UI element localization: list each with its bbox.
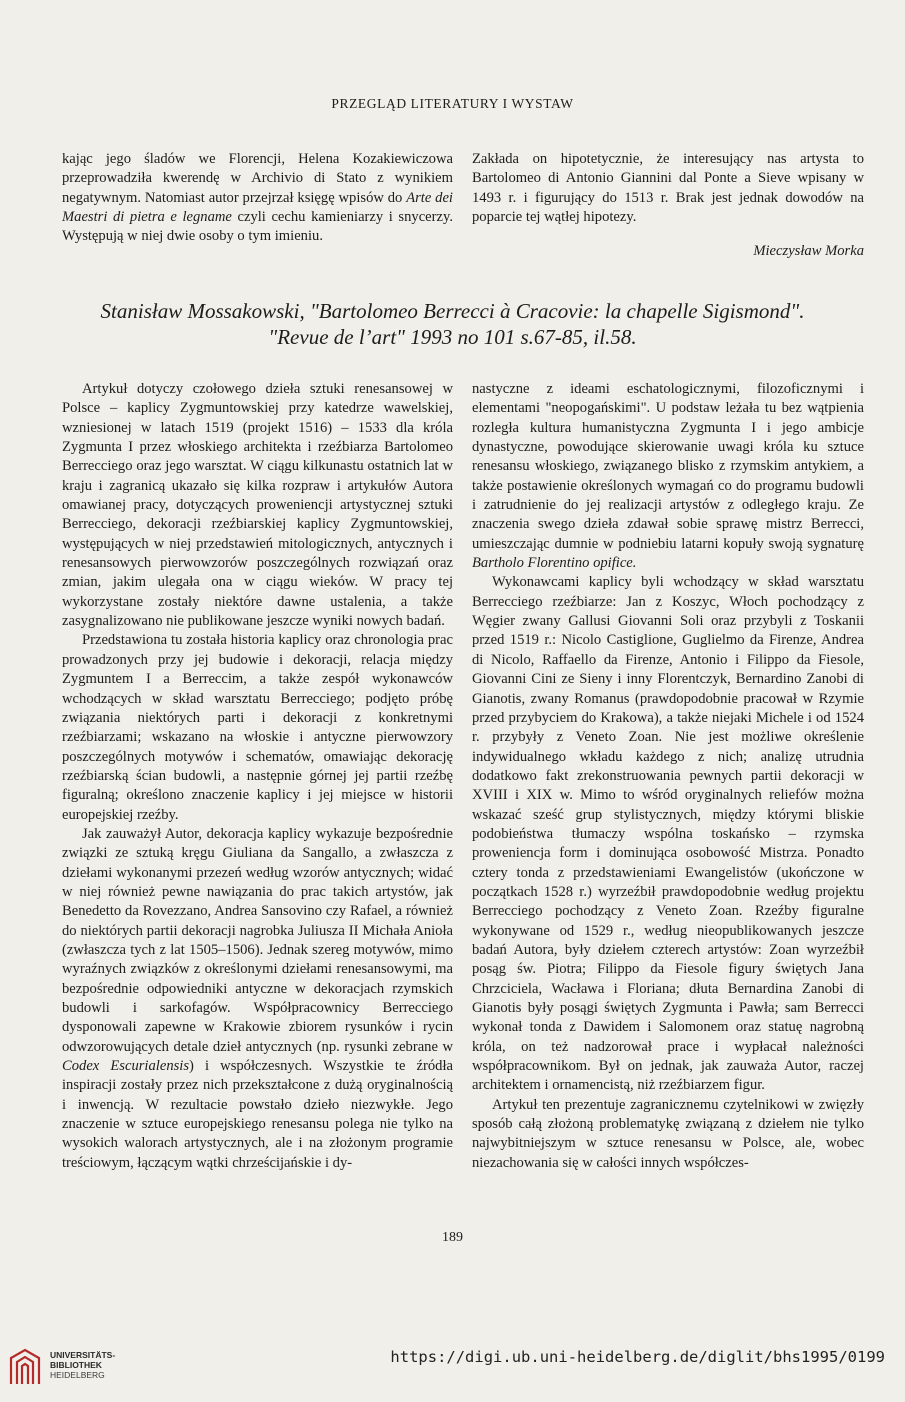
review-left-column xyxy=(62,380,453,1173)
review-right-column xyxy=(472,380,864,1173)
footer-bar xyxy=(0,1330,905,1402)
source-url-link[interactable]: https://digi.ub.uni-heidelberg.de/diglit/bhs1995/0199 xyxy=(390,1348,885,1366)
previous-review-right-paragraph: Zakłada on hipotetycznie, że interesujący nas artysta to Bartolomeo di Antonio Giannini dal Ponte a Sieve wpisany w 1493 r. i figurujący do 1513 r. Brak jest jednak dowodów na poparcie tej wątłej hipotezy. xyxy=(472,151,864,226)
italic-term: Codex Escurialensis xyxy=(62,1058,190,1075)
review-title-line-1: Stanisław Mossakowski, "Bartolomeo Berrecci à Cracovie: la chapelle Sigismond". xyxy=(100,299,805,323)
university-seal-icon xyxy=(8,1348,42,1386)
review-paragraph: nastyczne z ideami eschatologicznymi, filozoficznymi i elementami "neopogańskimi". U podstaw leżała tu bez wątpienia rozległa kultura humanistyczna Zygmunta I i jego ambicje dynastyczne, powodujące skierowanie uwagi króla ku sztuce renesansu włoskiego, związanego blisko z rzymskim antykiem, a także postawienie określonych wymagań co do programu budowli i zatrudnienie do jej realizacji artystów z odległego kraju. Ze znaczenia swego dzieła zdawał sobie sprawę mistrz Berrecci, umieszczając dumnie w podniebiu latarni kopuły swoją sygnaturę Bartholo Florentino opifice. xyxy=(472,381,864,572)
running-header: PRZEGLĄD LITERATURY I WYSTAW xyxy=(331,96,574,111)
review-paragraph: Wykonawcami kaplicy byli wchodzący w skład warsztatu Berrecciego rzeźbiarze: Jan z Koszyc, Włoch pochodzący z Węgier zwany Gallusi Giovanni Soli oraz przybyli z Toskanii przed 1519 r.: Nicolo Castiglione, Guglielmo da Firenze, Andrea di Nicolo, Raffaello da Firenze, Antonio i Filippo da Fiesole, Giovanni Cini ze Sieny i inny Florentczyk, Bernardino Zanobi di Gianotis, zwany Romanus (prawdopodobnie pracował w Rzymie przed przybyciem do Krakowa), a także niejaki Michele i od 1524 r. przybyły z Veneto Zoan. Nie jest możliwe określenie indywidualnego wkładu każdego z nich; analizę utrudnia dodatkowo fakt zrekonstruowania pewnych partii dekoracji w XVIII i XIX w. Mimo to wśród oryginalnych reliefów można wskazać sześć grup stylistycznych, między którymi bliskie podobieństwa tłumaczy wspólna toskańsko – rzymska proweniencja form i dominująca osobowość Mistrza. Ponadto cztery tonda z przedstawieniami Ewangelistów (ukończone w początkach 1528 r.) wyrzeźbił prawdopodobnie według projektu Berrecciego pochodzący z Veneto Zoan. Rzeźby figuralne wykonywane od 1529 r., według nieopublikowanych jeszcze badań Autora, były dziełem czterech artystów: Zoan wyrzeźbił posąg św. Piotra; Filippo da Fiesole figury świętych Jana Chrzciciela, Wacława i Floriana; dłuta Bernardina Zanobi di Gianotis były posągi świętych Zygmunta i Pawła; sam Berrecci wykonał tonda z Dawidem i Salomonem oraz statuę nagrobną króla, on też nadzorował prace i wypłacał należności współpracownikom. Był on jednak, jak zauważa Autor, raczej architektem i ornamencistą, niż rzeźbiarzem figur. xyxy=(472,574,864,1094)
italic-term: Bartholo Florentino opifice. xyxy=(472,555,637,572)
review-paragraph: Jak zauważył Autor, dekoracja kaplicy wykazuje bezpośrednie związki ze sztuką kręgu Giuliana da Sangallo, a zwłaszcza z dziełami wykonanymi przezeń według wzorów antycznych; widać w niej również pewne nawiązania do prac takich artystów, jak Benedetto da Rovezzano, Andrea Sansovino czy Rafael, a również do niektórych partii dekoracji nagrobka Juliusza II Michała Anioła (zwłaszcza tych z lat 1505–1506). Jednak szereg motywów, mimo wyraźnych związków z określonymi dziełami renesansowymi, ma bezpośrednie odpowiedniki antyczne w dekoracjach rzymskich budowli i sarkofagów. Współpracownicy Berrecciego dysponowali zapewne w Krakowie zbiorem rysunków i rycin odwzorowujących detale dzieł antycznych (np. rysunki zebrane w Codex Escurialensis) i współczesnych. Wszystkie te źródła inspiracji zostały przez nich przekształcone z dużą oryginalnością i inwencją. W rezultacie powstało dzieło niezwykłe. Jego znaczenie w sztuce europejskiego renesansu polega nie tylko na wysokich walorach artystycznych, ale i na złożonym programie treściowym, łączącym wątki chrześcijańskie i dy- xyxy=(62,825,453,1171)
previous-review-left-column xyxy=(62,150,453,247)
review-paragraph: Artykuł ten prezentuje zagranicznemu czytelnikowi w zwięzły sposób całą złożoną problematykę związaną z dziełem nie tylko najwybitniejszym w sztuce renesansu w Polsce, ale, wobec niezachowania się w całości innych współczes- xyxy=(472,1096,864,1171)
library-logo-text: UNIVERSITÄTS- BIBLIOTHEK HEIDELBERG xyxy=(50,1350,116,1380)
review-title xyxy=(40,298,865,350)
previous-review-right-column xyxy=(472,150,864,227)
page-number: 189 xyxy=(442,1230,463,1245)
review-title-line-2: "Revue de l’art" 1993 no 101 s.67-85, il.58. xyxy=(268,325,637,349)
review-paragraph: Przedstawiona tu została historia kaplicy oraz chronologia prac prowadzonych przy jej budowie i dekoracji, relacja między Zygmuntem I a Berreccim, a także zespół wykonawców wchodzących w skład warsztatu Berrecciego; podjęto próbę związania niektórych parti i dekoracji z konkretnymi rzeźbiarzami; wskazano na włoskie i antyczne pierwowzory poszczególnych motywów i schematów, omawiając dekorację rzeźbiarską ścian budowli, a następnie górnej jej partii rzeźbę figuralną; określono znaczenie kaplicy i jej miejsce w historii europejskiej rzeźby. xyxy=(62,632,453,823)
previous-review-left-paragraph: kając jego śladów we Florencji, Helena Kozakiewiczowa przeprowadziła kwerendę w Archivio di Stato z wynikiem negatywnym. Natomiast autor przejrzał księgę wpisów do Arte dei Maestri di pietra e legname czyli cechu kamieniarzy i snycerzy. Występują w niej dwie osoby o tym imieniu. xyxy=(62,151,453,245)
italic-term: Arte dei Maestri di pietra e legname xyxy=(62,189,453,226)
review-author-signature: Mieczysław Morka xyxy=(753,243,864,259)
review-paragraph: Artykuł dotyczy czołowego dzieła sztuki renesansowej w Polsce – kaplicy Zygmuntowskiej przy katedrze wawelskiej, wzniesionej w latach 1519 (projekt 1516) – 1533 dla króla Zygmunta I przez włoskiego architekta i rzeźbiarza Bartolomeo Berrecciego oraz jego warsztat. W ciągu kilkunastu ostatnich lat w kraju i zagranicą ukazało się kilka rozpraw i artykułów Autora omawianej pracy, dotyczących proweniencji artystycznej sztuki Berrecciego, dekoracji rzeźbiarskiej kaplicy Zygmuntowskiej, występujących w niej przedstawień mitologicznych, antycznych i renesansowych pierwowzorów poszczególnych rozwiązań oraz zmian, jakim ulegała ona w ciągu wieków. W pracy tej wykorzystane zostały niektóre dawne ustalenia, a także zasygnalizowano nie publikowane jeszcze wyniki nowych badań. xyxy=(62,381,453,630)
